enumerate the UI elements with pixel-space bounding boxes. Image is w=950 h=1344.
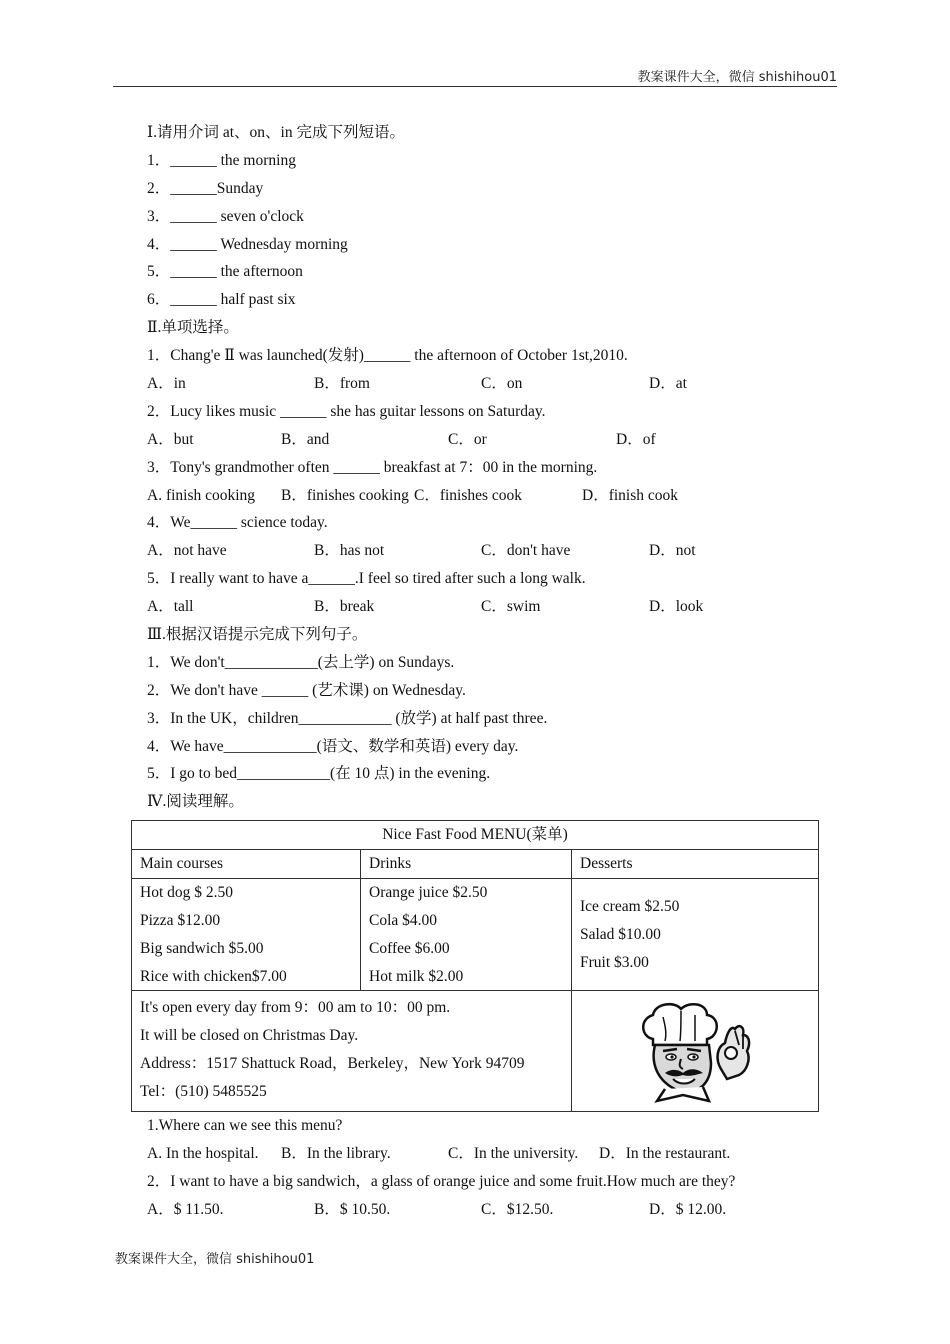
section1-item: 2．______Sunday xyxy=(147,179,264,197)
menu-item: Salad $10.00 xyxy=(580,925,661,943)
option-d: D．not xyxy=(649,542,696,560)
menu-item: Fruit $3.00 xyxy=(580,953,649,971)
section3-item: 1．We don't____________(去上学) on Sundays. xyxy=(147,653,455,671)
page-header: 教案课件大全，微信 shishihou01 xyxy=(637,70,837,85)
mc-options xyxy=(147,1196,827,1224)
option-c: C．or xyxy=(448,430,487,448)
menu-header-desserts: Desserts xyxy=(572,849,819,878)
menu-item: Hot dog $ 2.50 xyxy=(140,883,233,901)
chef-cell xyxy=(572,991,819,1112)
menu-title: Nice Fast Food MENU(菜单) xyxy=(132,821,819,850)
section1-title: Ⅰ.请用介词 at、on、in 完成下列短语。 xyxy=(147,124,405,141)
menu-item: Rice with chicken$7.00 xyxy=(140,967,287,985)
option-c: C．finishes cook xyxy=(414,486,523,504)
section3-title: Ⅲ.根据汉语提示完成下列句子。 xyxy=(147,626,368,644)
menu-item: Big sandwich $5.00 xyxy=(140,939,264,957)
option-c: C．swim xyxy=(481,598,541,616)
section3-item: 3．In the UK，children____________ (放学) at half past three. xyxy=(147,709,548,727)
chef-illustration xyxy=(635,999,755,1104)
mc-options xyxy=(147,537,827,565)
section1-item: 3．______ seven o'clock xyxy=(147,207,304,225)
section4-title: Ⅳ.阅读理解。 xyxy=(147,793,244,811)
menu-table xyxy=(131,820,819,1112)
menu-header-main: Main courses xyxy=(132,849,361,878)
option-c: C．In the university. xyxy=(448,1144,579,1162)
section3-item: 4．We have____________(语文、数学和英语) every day. xyxy=(147,737,519,755)
section2-title: Ⅱ.单项选择。 xyxy=(147,319,239,337)
option-d: D．finish cook xyxy=(582,486,679,504)
option-d: D．In the restaurant. xyxy=(599,1144,731,1162)
reading-questions xyxy=(147,1112,827,1224)
worksheet-body xyxy=(147,119,827,816)
menu-item: Hot milk $2.00 xyxy=(369,967,464,985)
section3-item: 5．I go to bed____________(在 10 点) in the evening. xyxy=(147,765,491,783)
option-d: D．at xyxy=(649,375,687,393)
menu-item: Pizza $12.00 xyxy=(140,911,221,929)
option-c: C．$12.50. xyxy=(481,1200,554,1218)
section1-item: 1．______ the morning xyxy=(147,151,296,169)
header-rule xyxy=(113,86,837,87)
option-a: A．but xyxy=(147,430,194,448)
option-a: A．in xyxy=(147,375,186,393)
mc-options xyxy=(147,426,827,454)
menu-header-drinks: Drinks xyxy=(361,849,572,878)
info-address: Address：1517 Shattuck Road，Berkeley，New York 94709 xyxy=(140,1055,525,1073)
mc-question: 5．I really want to have a______.I feel so tired after such a long walk. xyxy=(147,570,586,588)
mc-options xyxy=(147,370,827,398)
option-d: D．of xyxy=(616,430,656,448)
section1-item: 6．______ half past six xyxy=(147,291,296,309)
option-c: C．on xyxy=(481,375,523,393)
mc-options xyxy=(147,482,827,510)
option-a: A．tall xyxy=(147,598,194,616)
option-a: A．$ 11.50. xyxy=(147,1200,224,1218)
info-hours: It's open every day from 9：00 am to 10：00 pm. xyxy=(140,999,451,1017)
option-b: B．and xyxy=(281,430,330,448)
menu-info xyxy=(132,991,572,1112)
page-footer: 教案课件大全，微信 shishihou01 xyxy=(115,1252,315,1267)
option-b: B．In the library. xyxy=(281,1144,391,1162)
option-c: C．don't have xyxy=(481,542,571,560)
section1-item: 5．______ the afternoon xyxy=(147,263,303,281)
section1-item: 4．______ Wednesday morning xyxy=(147,235,348,253)
reading-question: 1.Where can we see this menu? xyxy=(147,1117,343,1134)
info-tel: Tel：(510) 5485525 xyxy=(140,1083,267,1101)
menu-item: Ice cream $2.50 xyxy=(580,897,680,915)
option-a: A. finish cooking xyxy=(147,486,256,504)
mc-options xyxy=(147,593,827,621)
option-d: D．$ 12.00. xyxy=(649,1200,727,1218)
menu-item: Coffee $6.00 xyxy=(369,939,450,957)
option-b: B．finishes cooking xyxy=(281,486,409,504)
mc-question: 2．Lucy likes music ______ she has guitar lessons on Saturday. xyxy=(147,402,546,420)
info-closed: It will be closed on Christmas Day. xyxy=(140,1027,359,1045)
mc-options xyxy=(147,1140,827,1168)
option-b: B．has not xyxy=(314,542,385,560)
option-d: D．look xyxy=(649,598,704,616)
menu-desserts xyxy=(572,878,819,991)
option-b: B．from xyxy=(314,375,370,393)
section3-item: 2．We don't have ______ (艺术课) on Wednesday. xyxy=(147,681,466,699)
mc-question: 1．Chang'e Ⅱ was launched(发射)______ the afternoon of October 1st,2010. xyxy=(147,347,628,365)
reading-question: 2．I want to have a big sandwich，a glass of orange juice and some fruit.How much are they? xyxy=(147,1172,736,1190)
menu-main-courses xyxy=(132,878,361,991)
menu-item: Cola $4.00 xyxy=(369,911,438,929)
menu-drinks xyxy=(361,878,572,991)
menu-item: Orange juice $2.50 xyxy=(369,883,488,901)
mc-question: 3．Tony's grandmother often ______ breakfast at 7：00 in the morning. xyxy=(147,458,598,476)
option-b: B．break xyxy=(314,598,375,616)
mc-question: 4．We______ science today. xyxy=(147,514,328,532)
option-a: A. In the hospital. xyxy=(147,1144,259,1162)
option-b: B．$ 10.50. xyxy=(314,1200,391,1218)
option-a: A．not have xyxy=(147,542,227,560)
